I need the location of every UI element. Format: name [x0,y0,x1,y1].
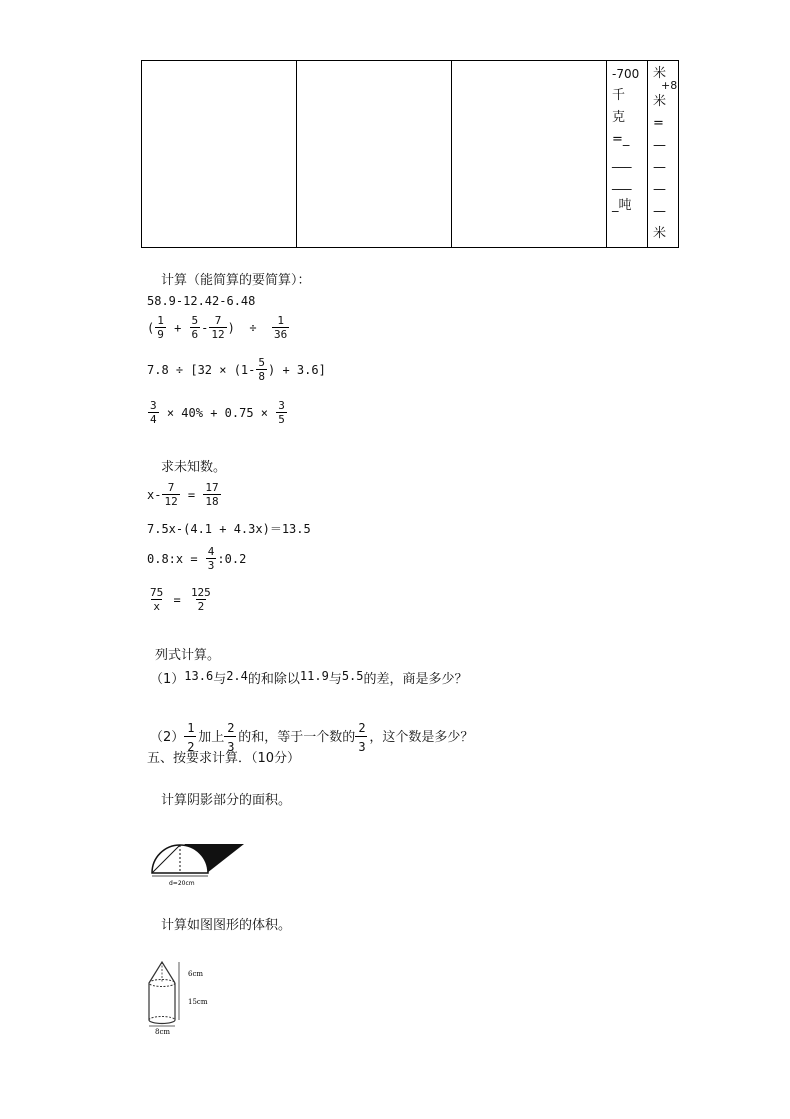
cone-height-label: 6cm [188,970,204,978]
equation-3: 0.8:x = $\frac{4}{3}$ :0.2 [147,545,247,572]
cylinder-height-label: 15cm [188,998,208,1006]
calc-heading: 计算（能简算的要简算）： [161,273,311,288]
problem-2: （2） $\frac{1}{2}$ 加上 $\frac{2}{3}$ 的和，等于一个数的 $\frac{2}{3}$ ，这个数是多少？ [150,721,474,754]
equation-1: x- $\frac{7}{12}$ = $\frac{17}{18}$ [147,481,219,508]
length-conversion: 米 +8 米 = — — — —米 [653,66,678,241]
expr-1: 58.9-12.42-6.48 [147,294,256,308]
diameter-label: 8cm [155,1028,171,1036]
equation-2: 7.5x-(4.1 + 4.3x)＝13.5 [147,522,311,536]
fraction: $\frac{7}{12}$ [164,481,178,508]
cylinder [149,1020,175,1024]
table-cell-length [648,61,679,248]
area-heading: 计算阴影部分的面积。 [161,793,292,808]
solve-heading: 求未知数。 [161,460,227,475]
equation-4: $\frac{75}{x}$ = $\frac{125}{2}$ [150,586,211,613]
problem-1: （1）13.6与2.4的和除以11.9与5.5的差，商是多少？ [150,669,468,687]
table-cell [452,61,607,248]
shaded-area-figure [147,838,247,888]
expr-2: ( $\frac{1}{9}$ + $\frac{5}{6}$ - $\frac{7}{12}$ ) ÷ $\frac{1}{36}$ [147,314,288,341]
fraction: $\frac{125}{2}$ [190,586,211,613]
list-heading: 列式计算。 [155,648,221,663]
fraction: $\frac{17}{18}$ [205,481,219,508]
fraction: $\frac{1}{9}$ [157,314,164,341]
table-cell [142,61,297,248]
section-five-title: 五、按要求计算．（10分） [147,751,301,766]
answer-table [141,60,679,248]
expr-4: $\frac{3}{4}$ × 40% + 0.75 × $\frac{3}{5}$ [150,399,285,426]
fraction: $\frac{75}{x}$ [150,586,164,613]
volume-heading: 计算如图图形的体积。 [161,918,292,933]
fraction: $\frac{1}{36}$ [274,314,288,341]
fraction: $\frac{5}{6}$ [191,314,199,341]
diameter-label: d=20cm [169,880,195,887]
fraction: $\frac{3}{4}$ [150,399,157,426]
fraction: $\frac{5}{8}$ [258,356,265,383]
table-cell-weight [607,61,648,248]
expr-3: 7.8 ÷ [32 × (1- $\frac{5}{8}$ ) + 3.6] [147,356,326,383]
fraction: $\frac{3}{5}$ [278,399,285,426]
table-cell [297,61,452,248]
cone-cylinder-figure [140,958,220,1038]
weight-conversion: -700 千 克 =_ ___ ___ _吨 [612,67,640,213]
fraction: $\frac{4}{3}$ [207,545,215,572]
fraction: $\frac{7}{12}$ [211,314,225,341]
